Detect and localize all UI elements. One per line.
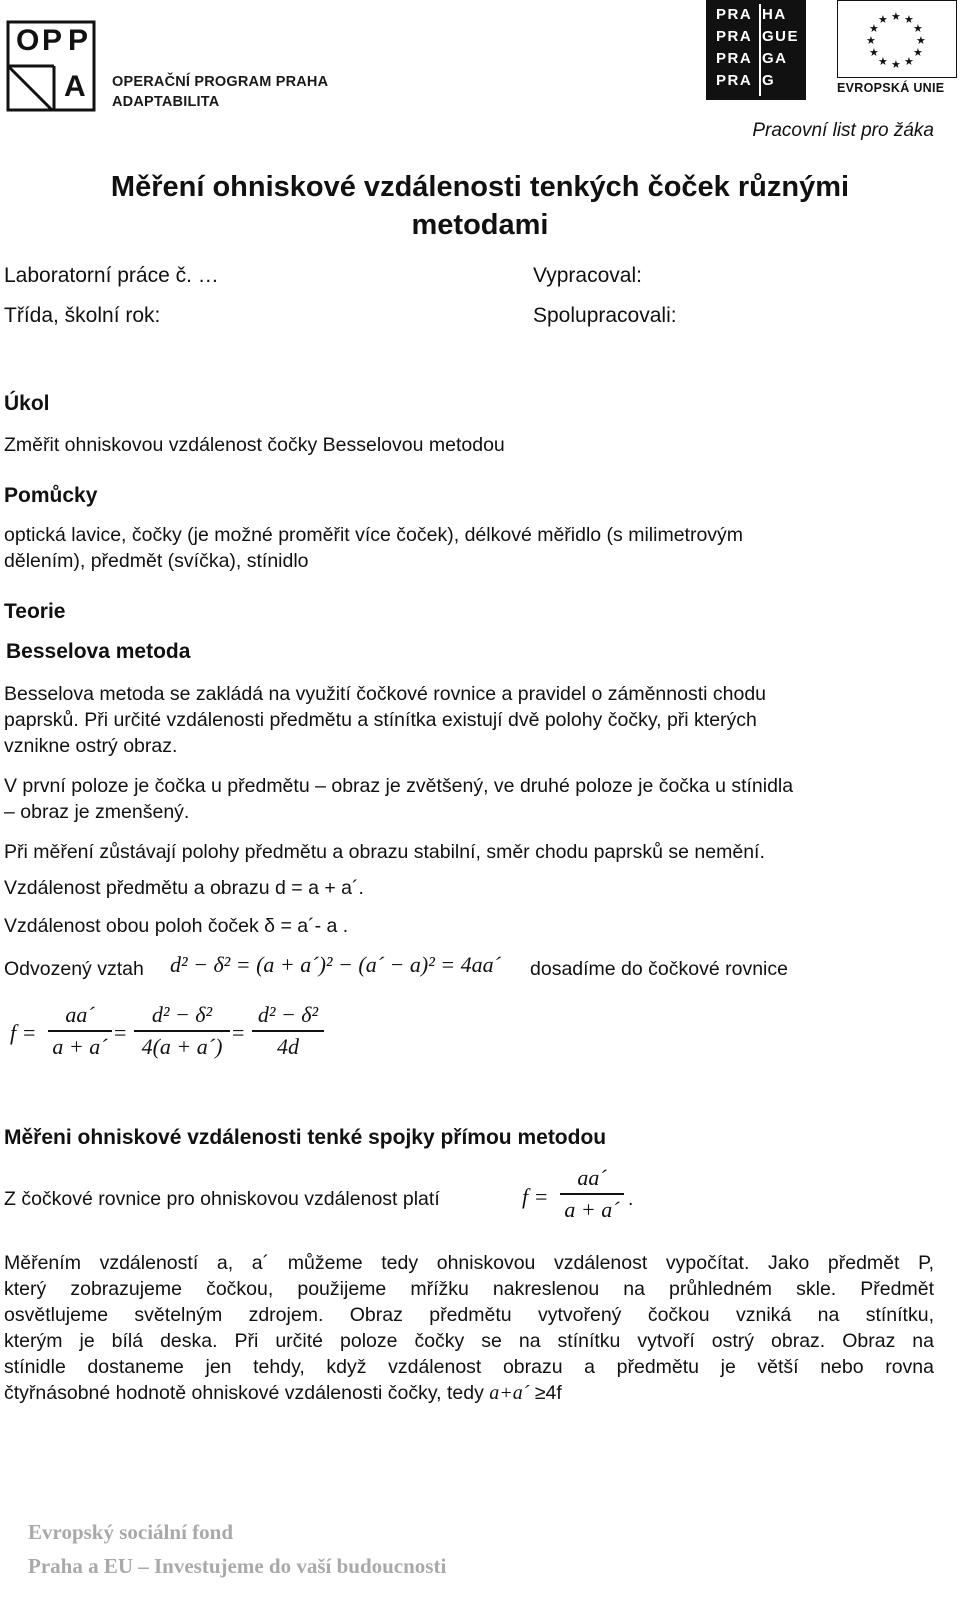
page-title: [0, 168, 960, 244]
direct-fraction-denominator: a + a´: [564, 1196, 620, 1222]
praha-row-right: GA: [762, 50, 788, 67]
fraction-3-numerator: d² − δ²: [257, 1002, 319, 1027]
praha-logo-row: [706, 72, 806, 94]
svg-text:★: ★: [891, 10, 901, 23]
class-year-field: Třída, školní rok:: [4, 304, 161, 327]
eu-flag-icon: [837, 0, 957, 78]
eu-label: EVROPSKÁ UNIE: [837, 81, 945, 95]
direct-paragraph-2: [4, 1250, 934, 1406]
direct-paragraph-1: Z čočkové rovnice pro ohniskovou vzdálenost platí: [4, 1188, 440, 1210]
co-workers-field: Spolupracovali:: [533, 304, 677, 327]
fraction-2-numerator: d² − δ²: [151, 1002, 213, 1027]
bessel-heading: Besselova metoda: [6, 640, 191, 663]
fraction-2: [134, 1002, 230, 1060]
page-title-line1: Měření ohniskové vzdálenosti tenkých čoček různými: [110, 171, 850, 203]
direct-line: Měřením vzdáleností a, a´ můžeme tedy ohniskovou vzdálenost vypočítat. Jako předmět P,: [4, 1252, 934, 1274]
direct-last-line-end: ≥4f: [534, 1382, 562, 1404]
fraction-bar: [48, 1030, 112, 1032]
svg-text:★: ★: [916, 34, 926, 47]
direct-method-heading: Měřeni ohniskové vzdálenosti tenké spojky přímou metodou: [4, 1126, 607, 1149]
lab-work-field: Laboratorní práce č. …: [4, 264, 219, 287]
praha-row-left: PRA: [716, 28, 753, 45]
praha-row-left: PRA: [716, 72, 753, 89]
bessel-paragraph-1: [4, 681, 934, 759]
direct-fraction: [560, 1165, 624, 1223]
direct-fraction-numerator: aa´: [577, 1165, 607, 1190]
bessel-line: vznikne ostrý obraz.: [4, 735, 178, 757]
svg-text:★: ★: [913, 46, 923, 59]
praha-row-right: G: [762, 72, 776, 89]
svg-text:★: ★: [913, 22, 923, 35]
opp-logo-letter: O: [16, 24, 46, 57]
fraction-3-denominator: 4d: [277, 1033, 299, 1059]
fraction-1-numerator: aa´: [65, 1002, 95, 1027]
equals-sign: =: [232, 1020, 245, 1045]
direct-paragraph-1-end: .: [628, 1188, 634, 1210]
praha-row-right: GUE: [762, 28, 800, 45]
praha-logo: [706, 0, 806, 100]
bessel-line: Besselova metoda se zakládá na využití čočkové rovnice a pravidel o záměnnosti chodu: [4, 683, 767, 705]
direct-last-line-text: čtyřnásobné hodnotě ohniskové vzdálenosti čočky, tedy: [4, 1382, 484, 1404]
task-heading: Úkol: [4, 392, 50, 415]
direct-last-line: [4, 1380, 934, 1406]
bessel-paragraph-4: Vzdálenost předmětu a obrazu d = a + a´.: [4, 877, 364, 899]
bessel-paragraph-3: Při měření zůstávají polohy předmětu a obrazu stabilní, směr chodu paprsků se nemění.: [4, 841, 765, 863]
fraction-bar: [134, 1030, 230, 1032]
opp-program-line2: ADAPTABILITA: [112, 94, 220, 110]
derived-suffix: dosadíme do čočkové rovnice: [530, 958, 788, 980]
svg-text:★: ★: [869, 46, 879, 59]
praha-logo-row: [706, 50, 806, 72]
svg-text:★: ★: [866, 34, 876, 47]
opp-logo-letter: P: [68, 24, 89, 57]
opp-program-line1: OPERAČNÍ PROGRAM PRAHA: [112, 74, 329, 90]
svg-text:★: ★: [891, 58, 901, 71]
opp-logo: [6, 20, 96, 112]
bessel-line: – obraz je zmenšený.: [4, 801, 190, 823]
praha-row-left: PRA: [716, 50, 753, 67]
fraction-1-denominator: a + a´: [52, 1033, 108, 1059]
focal-length-label: f =: [10, 1020, 37, 1045]
direct-line: osvětlujeme světelným zdrojem. Obraz předmětu vytvořený čočkou vzniká na stínítku,: [4, 1304, 934, 1326]
fraction-bar: [560, 1193, 624, 1195]
fraction-1: [48, 1002, 112, 1060]
footer-fund: Evropský sociální fond: [28, 1520, 234, 1544]
praha-logo-row: [706, 28, 806, 50]
tools-text-line: dělením), předmět (svíčka), stínidlo: [4, 550, 309, 572]
fraction-bar: [252, 1030, 324, 1032]
derived-label: Odvozený vztah: [4, 958, 144, 980]
worksheet-label: Pracovní list pro žáka: [752, 120, 934, 141]
task-text: Změřit ohniskovou vzdálenost čočky Besselovou metodou: [4, 434, 505, 456]
opp-logo-letter: A: [64, 70, 86, 103]
direct-line: který zobrazujeme čočkou, použijeme mřížku nakreslenou na průhledném skle. Předmět: [4, 1278, 934, 1300]
bessel-paragraph-2: [4, 773, 934, 825]
direct-line: kterým je bílá deska. Při určité poloze čočky se na stínítku vytvoří ostrý obraz. Obraz na: [4, 1330, 934, 1352]
tools-heading: Pomůcky: [4, 484, 98, 507]
bessel-paragraph-5: Vzdálenost obou poloh čoček δ = a´- a .: [4, 915, 349, 937]
bessel-line: paprsků. Při určité vzdálenosti předmětu a stínítka existují dvě polohy čočky, při kterých: [4, 709, 757, 731]
tools-text-line: optická lavice, čočky (je možné proměřit více čoček), délkové měřidlo (s milimetrovým: [4, 524, 744, 546]
footer-slogan: Praha a EU – Investujeme do vaší budoucnosti: [28, 1554, 447, 1578]
opp-program-name: [112, 72, 328, 112]
page-title-line2: metodami: [411, 209, 549, 241]
equals-sign: =: [114, 1020, 127, 1045]
praha-row-left: PRA: [716, 6, 753, 23]
svg-text:★: ★: [904, 55, 914, 68]
direct-line: stínidle dostaneme jen tehdy, když vzdálenost obrazu a předmětu je větší nebo rovna: [4, 1356, 934, 1378]
opp-logo-letter: P: [42, 24, 63, 57]
fraction-3: [252, 1002, 324, 1060]
direct-focal-label: f =: [522, 1184, 549, 1209]
svg-text:★: ★: [869, 22, 879, 35]
derived-formula: d² − δ² = (a + a´)² − (a´ − a)² = 4aa´: [170, 952, 501, 977]
praha-row-right: HA: [762, 6, 787, 23]
tools-text: [4, 522, 934, 574]
svg-text:★: ★: [904, 13, 914, 26]
praha-logo-row: [706, 6, 806, 28]
theory-heading: Teorie: [4, 600, 66, 623]
svg-text:★: ★: [878, 55, 888, 68]
bessel-line: V první poloze je čočka u předmětu – obraz je zvětšený, ve druhé poloze je čočka u stínidla: [4, 775, 794, 797]
svg-text:★: ★: [878, 13, 888, 26]
fraction-2-denominator: 4(a + a´): [141, 1033, 223, 1059]
direct-last-line-math: a+a´: [489, 1382, 530, 1404]
eu-logo: [837, 0, 957, 100]
worked-by-field: Vypracoval:: [533, 264, 642, 287]
